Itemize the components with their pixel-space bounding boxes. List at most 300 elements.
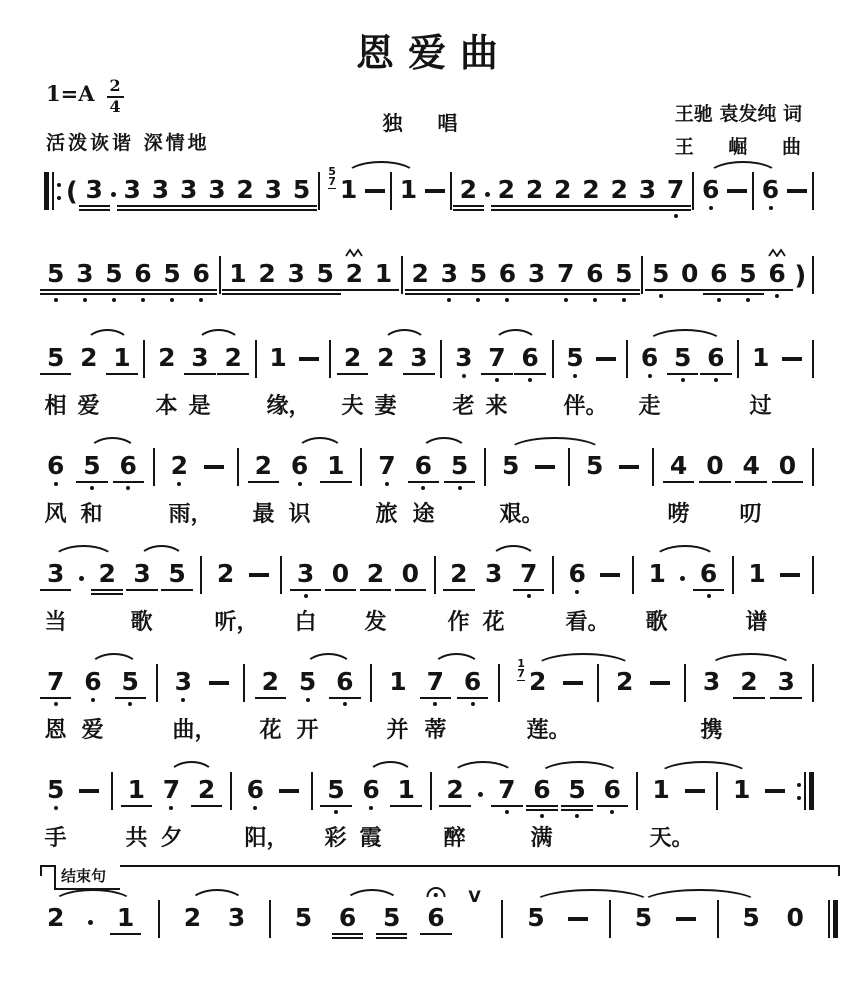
dash-line — [279, 789, 299, 793]
underline — [376, 937, 407, 939]
note-number: 6 — [603, 775, 621, 804]
underline — [184, 373, 215, 375]
slur — [304, 653, 353, 668]
repeat-dots — [797, 772, 801, 810]
underline — [561, 805, 592, 807]
underline — [286, 209, 317, 211]
note-number: 1 — [732, 775, 751, 804]
underline — [420, 933, 451, 935]
note — [259, 669, 282, 699]
dash-extension — [596, 345, 616, 361]
thick-bar — [809, 772, 814, 810]
note — [457, 177, 480, 211]
note — [407, 345, 430, 375]
note-number: 3 — [440, 259, 458, 288]
underline — [248, 481, 279, 483]
dash-line — [650, 681, 670, 685]
slur — [532, 889, 652, 904]
underline — [115, 697, 146, 699]
note — [296, 669, 319, 702]
low-octave-dot — [540, 814, 544, 818]
underline — [457, 697, 488, 699]
underline — [547, 209, 578, 211]
note-number: 0 — [778, 451, 797, 480]
note-number: 3 — [191, 343, 209, 372]
note — [290, 177, 313, 211]
low-octave-dot — [610, 810, 614, 814]
note-number: 7 — [162, 775, 181, 804]
lyric: 阳， — [244, 825, 289, 851]
barline-rule — [370, 664, 372, 702]
note — [730, 777, 753, 803]
lyric: 携 — [700, 717, 723, 743]
barline — [812, 261, 814, 294]
note — [518, 345, 541, 382]
underline — [185, 293, 216, 295]
composer-surname: 王 — [674, 136, 694, 158]
note-number: 5 — [651, 259, 670, 288]
low-octave-dot — [54, 482, 58, 486]
performance-type: 独 唱 — [382, 111, 472, 135]
mordent-ornament — [768, 248, 786, 257]
barline-rule — [717, 900, 719, 938]
credits — [675, 99, 802, 159]
underline — [191, 805, 222, 807]
lyric: 是 — [188, 393, 211, 419]
note-number: 3 — [264, 175, 283, 204]
underline — [645, 289, 676, 291]
barline-rule — [597, 664, 599, 702]
note-number: 2 — [47, 903, 65, 932]
parenthesis: ) — [794, 261, 807, 291]
note-number: 5 — [105, 259, 123, 288]
barline — [390, 177, 392, 210]
music-line-1 — [44, 157, 814, 229]
note — [364, 561, 387, 591]
barline-rule — [230, 772, 232, 810]
underline — [91, 593, 122, 595]
underline — [286, 205, 317, 207]
dash-extension — [79, 777, 99, 793]
low-octave-dot — [775, 294, 779, 298]
underline — [69, 289, 100, 291]
lyric: 莲。 — [526, 717, 571, 743]
underline — [492, 289, 523, 291]
dash-extension — [780, 561, 800, 577]
note-number: 5 — [168, 559, 186, 588]
underline — [735, 481, 766, 483]
note-number: 3 — [227, 903, 246, 932]
barline — [156, 669, 158, 702]
note — [632, 905, 655, 931]
note — [375, 453, 398, 486]
barline — [812, 561, 814, 594]
note — [524, 905, 547, 931]
note — [424, 669, 447, 706]
note — [386, 669, 409, 695]
barline — [652, 453, 654, 486]
barline — [401, 261, 403, 294]
dash-line — [209, 681, 229, 685]
barline-rule — [632, 556, 634, 594]
underline — [453, 205, 484, 207]
note-number: 3 — [527, 259, 546, 288]
note — [447, 561, 470, 591]
lyric: 旅 — [375, 501, 398, 527]
low-octave-dot — [622, 298, 626, 302]
note-number: 6 — [707, 343, 725, 372]
lyric: 最 — [252, 501, 275, 527]
barline-rule — [143, 340, 145, 378]
note-number: 5 — [566, 343, 584, 372]
underline — [106, 373, 137, 375]
note-number: 2 — [345, 259, 364, 288]
barline-rule — [498, 664, 500, 702]
lyric: 花 — [482, 609, 505, 635]
note-number: 5 — [294, 903, 313, 932]
barline-rule — [390, 172, 392, 210]
repeat-dot — [57, 183, 61, 187]
note-number: 1 — [229, 259, 247, 288]
barline — [219, 261, 221, 294]
lyric: 歌 — [645, 609, 668, 635]
underline — [732, 293, 763, 295]
dash-extension — [782, 345, 802, 361]
note — [131, 261, 154, 302]
underline — [320, 481, 351, 483]
lyric: 白 — [294, 609, 317, 635]
lyric: 恩 — [44, 717, 67, 743]
underline — [320, 805, 351, 807]
note-number: 6 — [290, 451, 309, 480]
underline — [310, 293, 341, 295]
note — [397, 177, 420, 203]
note — [252, 453, 275, 483]
note — [214, 561, 237, 587]
barline-rule — [652, 448, 654, 486]
barline-rule — [329, 340, 331, 378]
barline-rule — [636, 772, 638, 810]
note-number: 2 — [343, 343, 362, 372]
lyric: 看。 — [565, 609, 610, 635]
note-number: 6 — [640, 343, 659, 372]
note — [44, 453, 67, 486]
underline — [491, 805, 522, 807]
note-number: 3 — [85, 175, 103, 204]
note-number: 3 — [296, 559, 315, 588]
underline — [434, 293, 465, 295]
note-number: 0 — [681, 259, 699, 288]
grace-note — [517, 659, 525, 681]
barline-rule — [812, 664, 814, 702]
note — [765, 261, 788, 298]
barline-rule — [552, 340, 554, 378]
lyric: 听， — [214, 609, 259, 635]
note — [336, 905, 359, 939]
low-octave-dot — [112, 298, 116, 302]
ending-label: 结束句 — [54, 865, 120, 890]
dash-line — [727, 189, 747, 193]
low-octave-dot — [304, 594, 308, 598]
underline — [229, 209, 260, 211]
barline — [450, 177, 452, 210]
underline — [127, 289, 158, 291]
augmentation-dot — [485, 177, 490, 197]
barline — [632, 561, 634, 594]
underline — [420, 697, 451, 699]
note-number: 0 — [401, 559, 420, 588]
lyric: 并 — [386, 717, 409, 743]
note — [394, 777, 417, 807]
note-number: 6 — [134, 259, 152, 288]
low-octave-dot — [447, 298, 451, 302]
barline — [111, 777, 113, 810]
underline — [117, 205, 148, 207]
low-octave-dot — [54, 702, 58, 706]
notes-row — [44, 887, 838, 939]
note — [645, 561, 668, 587]
rest-note — [399, 561, 422, 591]
note-number: 2 — [411, 259, 429, 288]
rest-note — [703, 453, 726, 483]
fermata-ornament — [426, 887, 445, 897]
note — [525, 261, 548, 295]
barline — [737, 345, 739, 378]
note-number: 2 — [197, 775, 216, 804]
note-number: 5 — [450, 451, 469, 480]
barline-rule — [568, 448, 570, 486]
underline — [332, 937, 363, 939]
low-octave-dot — [433, 702, 437, 706]
note-number: 5 — [47, 259, 65, 288]
note — [83, 177, 106, 211]
note-number: 3 — [174, 667, 193, 696]
notes-row — [44, 261, 814, 302]
thick-bar — [44, 172, 49, 210]
note — [44, 905, 67, 931]
barline — [370, 669, 372, 702]
repeat-end — [797, 777, 814, 810]
note-number: 1 — [116, 903, 135, 932]
barline — [255, 345, 257, 378]
augmentation-dot — [88, 905, 93, 925]
underline — [251, 289, 282, 291]
underline — [667, 373, 698, 375]
lyric: 本 — [155, 393, 178, 419]
barline-rule — [153, 448, 155, 486]
lyric: 风 — [44, 501, 67, 527]
low-octave-dot — [575, 814, 579, 818]
lyric: 开 — [296, 717, 319, 743]
note — [452, 345, 475, 378]
note — [612, 261, 635, 302]
barline — [636, 777, 638, 810]
note — [165, 561, 188, 591]
note — [44, 345, 67, 375]
note-number: 2 — [582, 175, 600, 204]
note — [409, 261, 432, 295]
grace-note-upper: 5 — [328, 165, 336, 178]
note-number: 1 — [752, 343, 770, 372]
barline — [812, 345, 814, 378]
note — [288, 453, 311, 486]
underline — [173, 205, 204, 207]
dash-extension — [600, 561, 620, 577]
lyric: 手 — [44, 825, 67, 851]
underline — [113, 481, 144, 483]
underline — [408, 481, 439, 483]
note-number: 6 — [246, 775, 265, 804]
barline-rule — [692, 172, 694, 210]
augmentation-dot — [79, 561, 84, 581]
slur — [640, 889, 759, 904]
underline — [156, 289, 187, 291]
note-number: 7 — [488, 343, 506, 372]
note-number: 6 — [498, 259, 517, 288]
note-number: 2 — [497, 175, 516, 204]
note — [160, 777, 183, 810]
underline — [161, 589, 192, 591]
note-number: 6 — [768, 259, 786, 288]
time-signature-denominator: 4 — [109, 96, 121, 116]
underline — [390, 805, 421, 807]
underline — [98, 289, 129, 291]
thin-bar — [804, 772, 806, 810]
note — [168, 453, 191, 486]
dash-extension — [727, 177, 747, 193]
note-number: 3 — [208, 175, 226, 204]
note — [759, 177, 782, 210]
underline — [492, 293, 523, 295]
note-number: 5 — [501, 451, 520, 480]
barline-rule — [434, 556, 436, 594]
barline-rule — [237, 448, 239, 486]
dash-line — [365, 189, 385, 193]
note — [530, 777, 553, 818]
lyric: 唠 — [667, 501, 690, 527]
note — [745, 561, 768, 587]
note-number: 5 — [47, 343, 65, 372]
underline — [703, 293, 734, 295]
low-octave-dot — [385, 482, 389, 486]
dash-extension — [676, 905, 696, 921]
grace-note-upper: 1 — [517, 657, 525, 670]
barline — [200, 561, 202, 594]
lyric: 老 — [452, 393, 475, 419]
note — [292, 905, 315, 931]
underline — [156, 293, 187, 295]
music-line-5 — [44, 541, 814, 645]
note — [177, 177, 200, 211]
note-number: 3 — [151, 175, 170, 204]
barline — [684, 669, 686, 702]
note — [244, 777, 267, 810]
note — [424, 905, 447, 935]
note-number: 5 — [298, 667, 317, 696]
note — [181, 905, 204, 931]
music-line-8 — [44, 865, 838, 975]
low-octave-dot — [343, 702, 347, 706]
low-octave-dot — [369, 806, 373, 810]
note-number: 7 — [47, 667, 65, 696]
note-number: 1 — [113, 343, 131, 372]
underline — [91, 589, 122, 591]
note — [583, 453, 606, 479]
barline — [752, 177, 754, 210]
note — [262, 177, 285, 211]
grace-note-lower: 7 — [328, 175, 336, 188]
barline-rule — [311, 772, 313, 810]
note-number: 2 — [377, 343, 395, 372]
barline — [626, 345, 628, 378]
note-number: 7 — [426, 667, 444, 696]
barline — [440, 345, 442, 378]
note — [155, 345, 178, 371]
note-number: 6 — [362, 775, 380, 804]
music-line-6 — [44, 649, 814, 753]
low-octave-dot — [306, 698, 310, 702]
note — [324, 777, 347, 814]
underline — [632, 205, 663, 207]
low-octave-dot — [126, 486, 130, 490]
note-number: 0 — [331, 559, 350, 588]
note-number: 6 — [192, 259, 210, 288]
dash-extension — [765, 777, 785, 793]
note — [372, 261, 395, 291]
note-number: 2 — [525, 175, 544, 204]
rest-note — [329, 561, 352, 591]
note — [172, 669, 195, 702]
barline — [434, 561, 436, 594]
slur — [189, 889, 245, 904]
note — [324, 453, 347, 483]
dash-line — [596, 357, 616, 361]
underline — [222, 293, 253, 295]
low-octave-dot — [458, 486, 462, 490]
note — [671, 345, 694, 382]
dash-line — [676, 917, 696, 921]
low-octave-dot — [476, 298, 480, 302]
notes-row — [44, 777, 814, 818]
underline — [660, 209, 691, 211]
lyric: 醉 — [443, 825, 466, 851]
note — [110, 345, 133, 375]
barline — [812, 453, 814, 486]
slur — [490, 545, 537, 560]
lyric: 缘， — [266, 393, 311, 419]
note — [343, 261, 366, 291]
note — [664, 177, 687, 218]
underline — [201, 209, 232, 211]
barline — [498, 669, 500, 702]
barline-rule — [280, 556, 282, 594]
low-octave-dot — [54, 806, 58, 810]
note-number: 6 — [568, 559, 586, 588]
augmentation-dot — [111, 177, 116, 197]
dash-extension — [249, 561, 269, 577]
note — [636, 177, 659, 211]
underline — [699, 481, 730, 483]
note-number: 3 — [777, 667, 795, 696]
note-number: 5 — [121, 667, 139, 696]
composer-givenname: 崛 — [728, 136, 748, 158]
note-number: 2 — [80, 343, 98, 372]
note — [130, 561, 153, 591]
underline — [310, 289, 341, 291]
note — [523, 177, 546, 211]
note — [77, 345, 100, 371]
note-number: 6 — [701, 175, 720, 204]
